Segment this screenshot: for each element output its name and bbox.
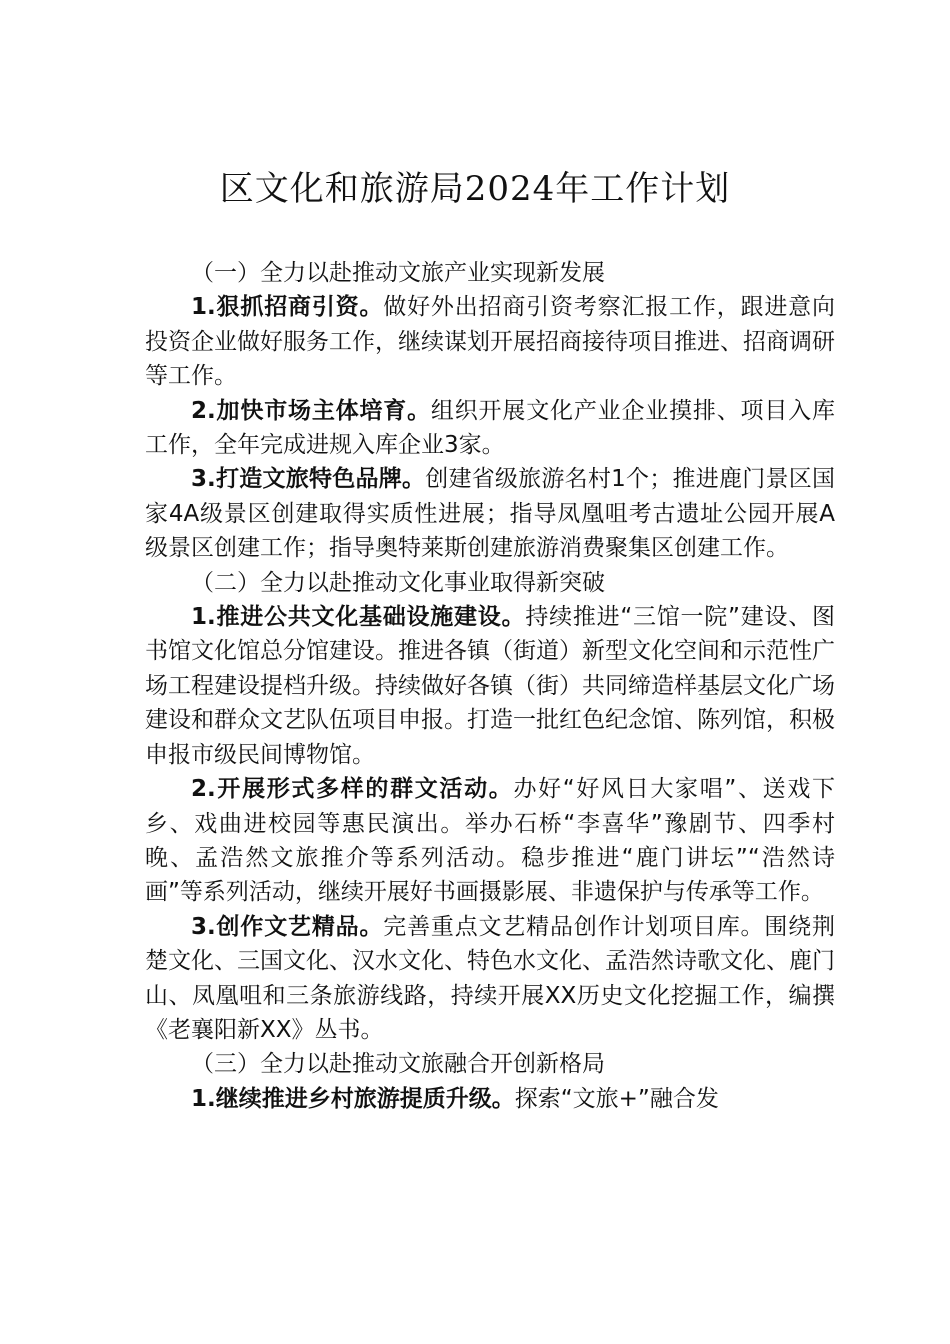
- paragraph-lead: 1.继续推进乡村旅游提质升级。: [191, 1085, 515, 1112]
- paragraph-text: 创建省级旅游名村1个；推进鹿门景区国家4A级景区创建取得实质性进展；指导凤凰咀考古遗址公园开展A级景区创建工作；指导奥特莱斯创建旅游消费聚集区创建工作。: [145, 466, 835, 562]
- paragraph: [145, 394, 835, 463]
- paragraph-lead: 2.开展形式多样的群文活动。: [191, 776, 514, 803]
- paragraph-lead: 2.加快市场主体培育。: [191, 397, 431, 424]
- document-title: 区文化和旅游局2024年工作计划: [219, 169, 731, 209]
- paragraph-lead: 3.创作文艺精品。: [191, 913, 384, 940]
- document-body: [145, 256, 835, 1116]
- section-heading: （一）全力以赴推动文旅产业实现新发展: [191, 260, 605, 286]
- paragraph: [145, 1082, 835, 1116]
- paragraph: [145, 910, 835, 1048]
- paragraph: [145, 772, 835, 910]
- paragraph-text: 探索“文旅+”融合发: [514, 1085, 719, 1112]
- paragraph: [145, 600, 835, 772]
- paragraph-text: 组织开展文化产业企业摸排、项目入库工作，全年完成进规入库企业3家。: [145, 397, 835, 459]
- paragraph-text: 办好“好风日大家唱”、送戏下乡、戏曲进校园等惠民演出。举办石桥“李喜华”豫剧节、四季村晚、孟浩然文旅推介等系列活动。稳步推进“鹿门讲坛”“浩然诗画”等系列活动，继续开展好书画摄影展、非遗保护与传承等工作。: [145, 776, 835, 906]
- paragraph-lead: 1.推进公共文化基础设施建设。: [191, 604, 526, 631]
- paragraph: [145, 462, 835, 565]
- paragraph-lead: 3.打造文旅特色品牌。: [191, 466, 426, 493]
- paragraph-text: 做好外出招商引资考察汇报工作，跟进意向投资企业做好服务工作，继续谋划开展招商接待项目推进、招商调研等工作。: [145, 294, 835, 390]
- paragraph-lead: 1.狠抓招商引资。: [191, 294, 384, 321]
- paragraph-text: 持续推进“三馆一院”建设、图书馆文化馆总分馆建设。推进各镇（街道）新型文化空间和示范性广场工程建设提档升级。持续做好各镇（街）共同缔造样基层文化广场建设和群众文艺队伍项目申报。打造一批红色纪念馆、陈列馆，积极申报市级民间博物馆。: [145, 604, 835, 768]
- section-heading: （三）全力以赴推动文旅融合开创新格局: [191, 1051, 605, 1078]
- paragraph-text: 完善重点文艺精品创作计划项目库。围绕荆楚文化、三国文化、汉水文化、特色水文化、孟浩然诗歌文化、鹿门山、凤凰咀和三条旅游线路，持续开展XX历史文化挖掘工作，编撰《老襄阳新XX》丛书。: [145, 913, 835, 1043]
- section-heading: （二）全力以赴推动文化事业取得新突破: [191, 569, 605, 596]
- paragraph: [145, 290, 835, 393]
